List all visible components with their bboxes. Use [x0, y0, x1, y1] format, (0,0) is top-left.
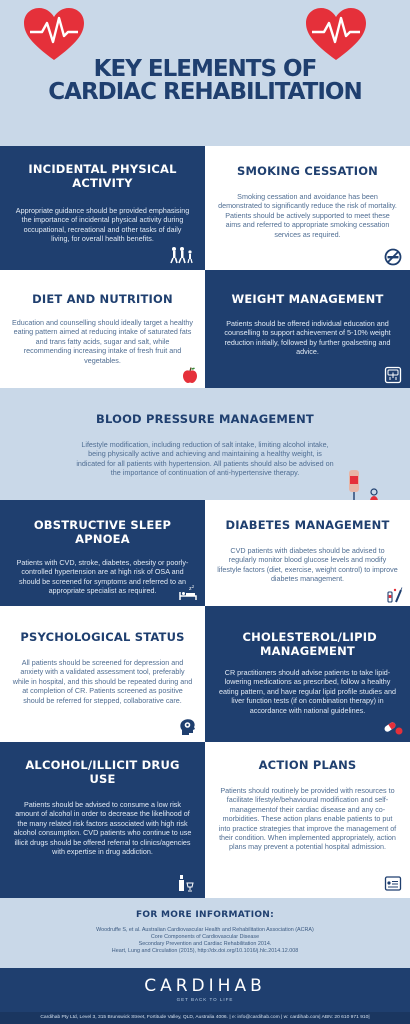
clipboard-plan-icon — [384, 874, 402, 892]
section-weight-management — [205, 270, 410, 388]
section-psychological-status — [0, 606, 205, 742]
section-heading: DIET AND NUTRITION — [32, 292, 173, 306]
section-body: Patients should be offered individual education and counselling to support achievement of 5-10% weight reduction initially, followed by further goalsetting and advice. — [224, 319, 391, 357]
head-brain-icon — [179, 718, 197, 736]
bottle-glass-icon — [177, 874, 195, 892]
reference-line: Core Components of Cardiovascular Disease — [150, 934, 260, 940]
no-smoking-icon — [384, 248, 402, 266]
section-body: Appropriate guidance should be provided emphasising the importance of incidental physical activity during occupational, recreational and other tasks of daily living, for overall health benefits. — [15, 206, 190, 244]
section-heading: OBSTRUCTIVE SLEEP APNOEA — [33, 518, 172, 546]
section-body: Smoking cessation and avoidance has been demonstrated to significantly reduce the risk of mortality. Patients should be actively supported to meet these aims and referred to appropriate smoking cessation services as required. — [218, 192, 397, 239]
section-sleep-apnoea — [0, 500, 205, 606]
page-title — [0, 58, 410, 104]
title-line-2: CARDIAC REHABILITATION — [48, 79, 362, 105]
more-info-heading: FOR MORE INFORMATION: — [135, 910, 275, 920]
section-body: Lifestyle modification, including reduction of salt intake, limiting alcohol intake, being physically active and achieving and maintaining a healthy weight, is indicated for all patients with hypertension. All patients should also be advised on the importance of continuation of anti-hypertensive therapy. — [76, 440, 334, 478]
section-physical-activity — [0, 146, 205, 270]
section-heading: SMOKING CESSATION — [236, 164, 379, 178]
brand-tagline: GET BACK TO LIFE — [176, 997, 234, 1002]
section-body: CVD patients with diabetes should be advised to regularly monitor blood glucose levels and modify lifestyle factors (diet, exercise, weight control) to improve diabetes management. — [217, 546, 398, 584]
scale-icon — [384, 366, 402, 384]
heart-ecg-icon-left — [22, 6, 86, 62]
section-action-plans — [205, 742, 410, 898]
section-body: CR practitioners should advise patients to take lipid-lowering medications as prescribed, follow a healthy eating pattern, and have regular lipid profile studies and liver function tests (if on combination therapy) in accordance with national guidelines. — [218, 668, 396, 715]
section-cholesterol-lipid — [205, 606, 410, 742]
walking-people-icon — [169, 246, 195, 264]
section-heading: INCIDENTAL PHYSICAL ACTIVITY — [28, 162, 177, 190]
sleep-bed-icon — [179, 584, 197, 602]
section-alcohol-drug-use — [0, 742, 205, 898]
reference-line: Secondary Prevention and Cardiac Rehabilitation 2014. — [138, 941, 272, 947]
section-heading: CHOLESTEROL/LIPID MANAGEMENT — [242, 630, 377, 658]
svg-text:z: z — [192, 584, 195, 589]
section-heading: ACTION PLANS — [258, 758, 357, 772]
brand-logo: CARDIHAB — [144, 976, 266, 996]
pills-icon — [382, 718, 404, 736]
reference-line: Heart, Lung and Circulation (2015), http://dx.doi.org/10.1016/j.hlc.2014.12.008 — [111, 948, 299, 954]
section-smoking-cessation — [205, 146, 410, 270]
section-heading: DIABETES MANAGEMENT — [225, 518, 390, 532]
footer-contact: Cardihab Pty Ltd, Level 3, 315 Brunswick Street, Fortitude Valley, QLD, Australia 4006. | e: info@cardihab.com | w: cardihab.com| ABN: 20 610 971 910| — [0, 1012, 410, 1024]
reference-line: Woodruffe S, et al. Australian Cardiovascular Health and Rehabilitation Association (ACRA) — [96, 927, 314, 933]
more-information — [0, 898, 410, 968]
section-heading: PSYCHOLOGICAL STATUS — [20, 630, 185, 644]
section-blood-pressure — [0, 388, 410, 500]
section-body: All patients should be screened for depression and anxiety with a validated assessment tool, preferably while in hospital, and this should be repeated during and at completion of CR. Patients screened as positive should be referred for stepped, collaborative care. — [12, 658, 193, 705]
apple-icon — [181, 366, 199, 384]
brand-banner — [0, 968, 410, 1012]
section-body: Patients should be advised to consume a low risk amount of alcohol in order to decrease the likelihood of the many related risk factors associated with high risk alcohol consumption. CVD patients who continue to use illicit drugs should be offered referral to clinics/agencies with expertise in drug addiction. — [13, 800, 192, 857]
section-diet-nutrition — [0, 270, 205, 388]
section-body: Education and counselling should ideally target a healthy eating pattern aimed at reducing intake of saturated fats and trans fatty acids, sugar and salt, while recommending increasing intake of fresh fruit and vegetables. — [12, 318, 194, 365]
heart-ecg-icon-right — [304, 6, 368, 62]
title-line-1: KEY ELEMENTS OF — [93, 56, 317, 82]
svg-text:z: z — [189, 586, 192, 592]
section-body: Patients should routinely be provided with resources to facilitate lifestyle/behavioural modification and self-managementof their cardiac disease and any co-morbidities. These action plans enable patients to put into practice strategies that improve the management of their condition. When implemented appropriately, action plans may prevent a potential hospital admission. — [218, 786, 397, 852]
section-body: Patients with CVD, stroke, diabetes, obesity or poorly-controlled hypertension are at high risk of OSA and should be screened for symptoms and referred to an appropriate specialist as required. — [16, 558, 189, 596]
section-heading: ALCOHOL/ILLICIT DRUG USE — [25, 758, 180, 786]
section-diabetes-management — [205, 500, 410, 606]
section-heading: WEIGHT MANAGEMENT — [231, 292, 384, 306]
section-heading: BLOOD PRESSURE MANAGEMENT — [96, 412, 314, 426]
glucose-syringe-icon — [386, 586, 404, 604]
